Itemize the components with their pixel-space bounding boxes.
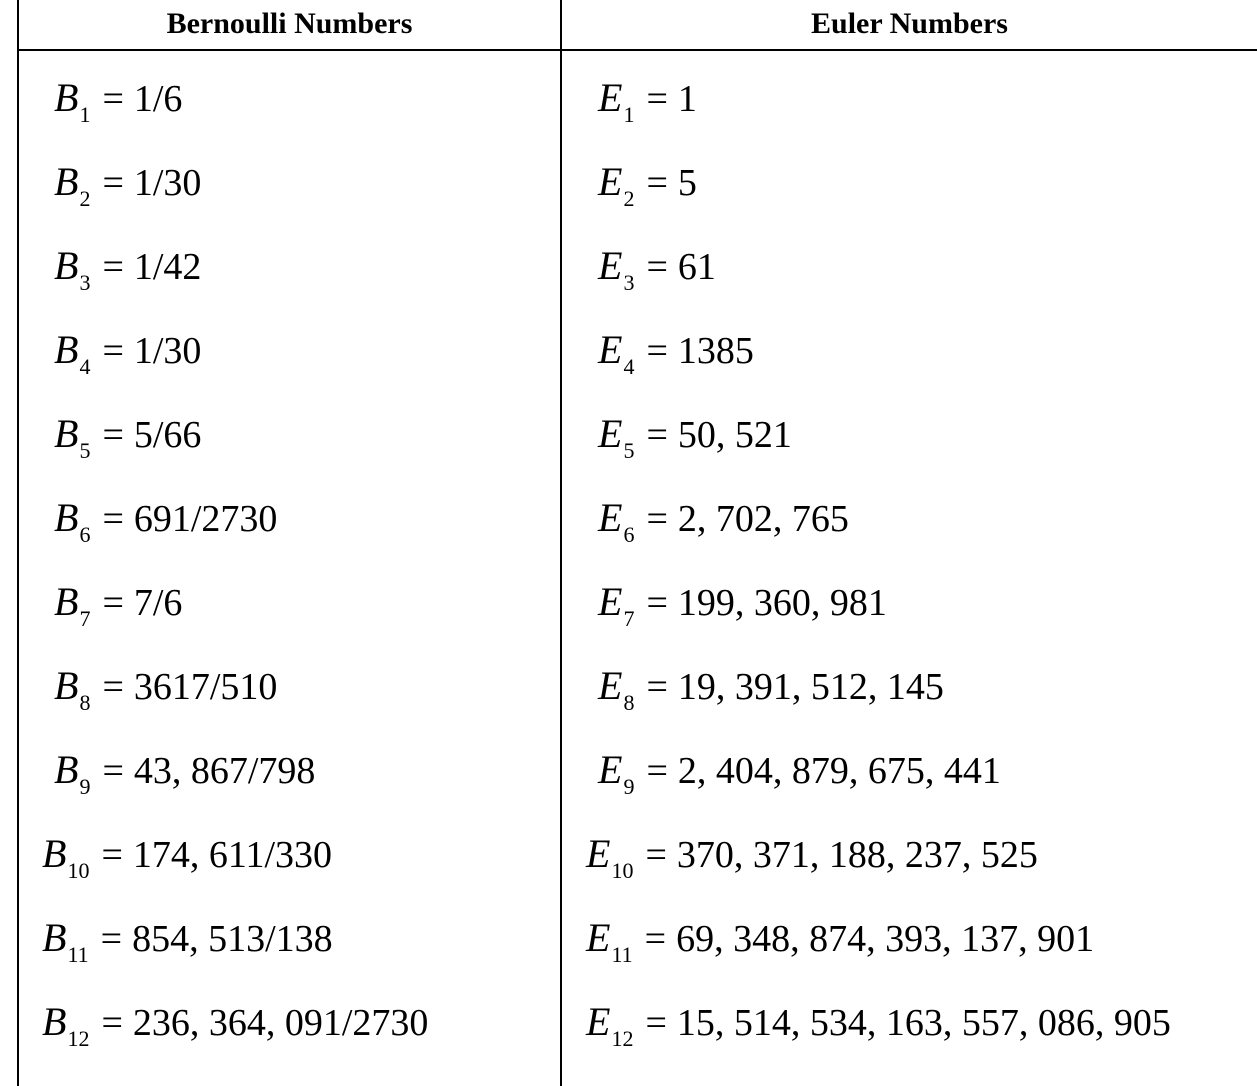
equals-sign: = — [646, 330, 668, 372]
bernoulli-row — [54, 411, 202, 463]
equals-sign: = — [100, 918, 123, 960]
equals-sign: = — [102, 162, 124, 204]
euler-row — [598, 75, 697, 127]
bernoulli-symbol: B — [54, 243, 79, 288]
euler-row — [586, 915, 1095, 967]
euler-value: 69, 348, 874, 393, 137, 901 — [676, 918, 1095, 960]
euler-header: Euler Numbers — [811, 7, 1008, 40]
bernoulli-symbol: B — [54, 663, 79, 708]
bernoulli-index: 3 — [79, 270, 91, 295]
bernoulli-value: 43, 867/798 — [133, 750, 316, 792]
bernoulli-value: 1/30 — [133, 330, 202, 372]
bernoulli-row — [54, 75, 183, 127]
euler-index: 4 — [623, 354, 635, 379]
equals-sign: = — [646, 162, 668, 204]
bernoulli-value: 1/42 — [133, 246, 202, 288]
bernoulli-symbol: B — [54, 495, 79, 540]
equals-sign: = — [102, 582, 124, 624]
bernoulli-header: Bernoulli Numbers — [166, 7, 413, 40]
equals-sign: = — [102, 750, 124, 792]
equals-sign: = — [646, 498, 668, 540]
euler-row — [598, 327, 754, 379]
euler-row — [586, 831, 1038, 883]
bernoulli-symbol: B — [42, 831, 67, 876]
bernoulli-symbol: B — [42, 915, 67, 960]
bernoulli-value: 7/6 — [133, 582, 183, 624]
bernoulli-value: 5/66 — [133, 414, 202, 456]
euler-value: 61 — [677, 246, 716, 288]
bernoulli-symbol: B — [54, 747, 79, 792]
bernoulli-row — [54, 159, 202, 211]
bernoulli-row — [54, 327, 202, 379]
euler-symbol: E — [598, 327, 623, 372]
euler-index: 2 — [623, 186, 635, 211]
euler-symbol: E — [598, 663, 623, 708]
euler-index: 10 — [611, 858, 634, 883]
euler-symbol: E — [598, 159, 623, 204]
equals-sign: = — [102, 414, 124, 456]
bernoulli-symbol: B — [54, 579, 79, 624]
bernoulli-symbol: B — [54, 327, 79, 372]
euler-value: 370, 371, 188, 237, 525 — [676, 834, 1038, 876]
bernoulli-symbol: B — [54, 159, 79, 204]
euler-index: 7 — [623, 606, 635, 631]
euler-index: 12 — [611, 1026, 634, 1051]
euler-value: 199, 360, 981 — [677, 582, 887, 624]
equals-sign: = — [646, 414, 668, 456]
bernoulli-symbol: B — [42, 999, 67, 1044]
equals-sign: = — [102, 78, 124, 120]
bernoulli-row — [42, 831, 333, 883]
euler-index: 11 — [611, 942, 633, 967]
equals-sign: = — [101, 834, 123, 876]
bernoulli-index: 5 — [79, 438, 91, 463]
euler-index: 5 — [623, 438, 635, 463]
bernoulli-row — [54, 663, 278, 715]
euler-row — [598, 747, 1001, 799]
bernoulli-value: 854, 513/138 — [132, 918, 333, 960]
bernoulli-index: 1 — [79, 102, 91, 127]
bernoulli-index: 8 — [79, 690, 91, 715]
equals-sign: = — [646, 666, 668, 708]
euler-row — [586, 999, 1171, 1051]
bernoulli-value: 1/6 — [133, 78, 183, 120]
bernoulli-row — [42, 915, 333, 967]
euler-index: 3 — [623, 270, 635, 295]
bernoulli-index: 11 — [67, 942, 89, 967]
euler-row — [598, 411, 792, 463]
euler-row — [598, 495, 849, 547]
euler-value: 1 — [677, 78, 697, 120]
euler-row — [598, 579, 887, 631]
equals-sign: = — [102, 498, 124, 540]
bernoulli-symbol: B — [54, 75, 79, 120]
bernoulli-index: 12 — [67, 1026, 90, 1051]
table-column-divider — [560, 0, 562, 1086]
euler-symbol: E — [598, 411, 623, 456]
euler-index: 1 — [623, 102, 635, 127]
euler-symbol: E — [586, 915, 611, 960]
euler-symbol: E — [598, 75, 623, 120]
euler-value: 15, 514, 534, 163, 557, 086, 905 — [676, 1002, 1171, 1044]
equals-sign: = — [645, 1002, 667, 1044]
bernoulli-row — [42, 999, 429, 1051]
euler-row — [598, 663, 944, 715]
euler-value: 5 — [677, 162, 697, 204]
euler-value: 1385 — [677, 330, 754, 372]
bernoulli-row — [54, 747, 316, 799]
euler-index: 9 — [623, 774, 635, 799]
euler-row — [598, 243, 716, 295]
equals-sign: = — [101, 1002, 123, 1044]
euler-value: 19, 391, 512, 145 — [677, 666, 944, 708]
equals-sign: = — [646, 78, 668, 120]
euler-index: 8 — [623, 690, 635, 715]
euler-value: 50, 521 — [677, 414, 792, 456]
euler-symbol: E — [598, 747, 623, 792]
equals-sign: = — [644, 918, 667, 960]
equals-sign: = — [102, 330, 124, 372]
equals-sign: = — [645, 834, 667, 876]
bernoulli-index: 6 — [79, 522, 91, 547]
bernoulli-value: 1/30 — [133, 162, 202, 204]
bernoulli-value: 3617/510 — [133, 666, 278, 708]
table-header-divider — [17, 49, 1257, 51]
euler-row — [598, 159, 697, 211]
equals-sign: = — [102, 246, 124, 288]
euler-symbol: E — [598, 579, 623, 624]
bernoulli-index: 10 — [67, 858, 90, 883]
table-left-border — [17, 0, 19, 1086]
equals-sign: = — [646, 582, 668, 624]
bernoulli-symbol: B — [54, 411, 79, 456]
bernoulli-row — [54, 243, 202, 295]
bernoulli-index: 2 — [79, 186, 91, 211]
euler-index: 6 — [623, 522, 635, 547]
bernoulli-value: 691/2730 — [133, 498, 278, 540]
bernoulli-row — [54, 495, 278, 547]
equals-sign: = — [646, 246, 668, 288]
bernoulli-index: 4 — [79, 354, 91, 379]
euler-symbol: E — [598, 243, 623, 288]
bernoulli-index: 7 — [79, 606, 91, 631]
bernoulli-value: 174, 611/330 — [132, 834, 333, 876]
euler-symbol: E — [598, 495, 623, 540]
bernoulli-row — [54, 579, 183, 631]
euler-value: 2, 404, 879, 675, 441 — [677, 750, 1001, 792]
euler-symbol: E — [586, 999, 611, 1044]
equals-sign: = — [102, 666, 124, 708]
equals-sign: = — [646, 750, 668, 792]
euler-value: 2, 702, 765 — [677, 498, 849, 540]
bernoulli-index: 9 — [79, 774, 91, 799]
euler-symbol: E — [586, 831, 611, 876]
bernoulli-value: 236, 364, 091/2730 — [132, 1002, 429, 1044]
